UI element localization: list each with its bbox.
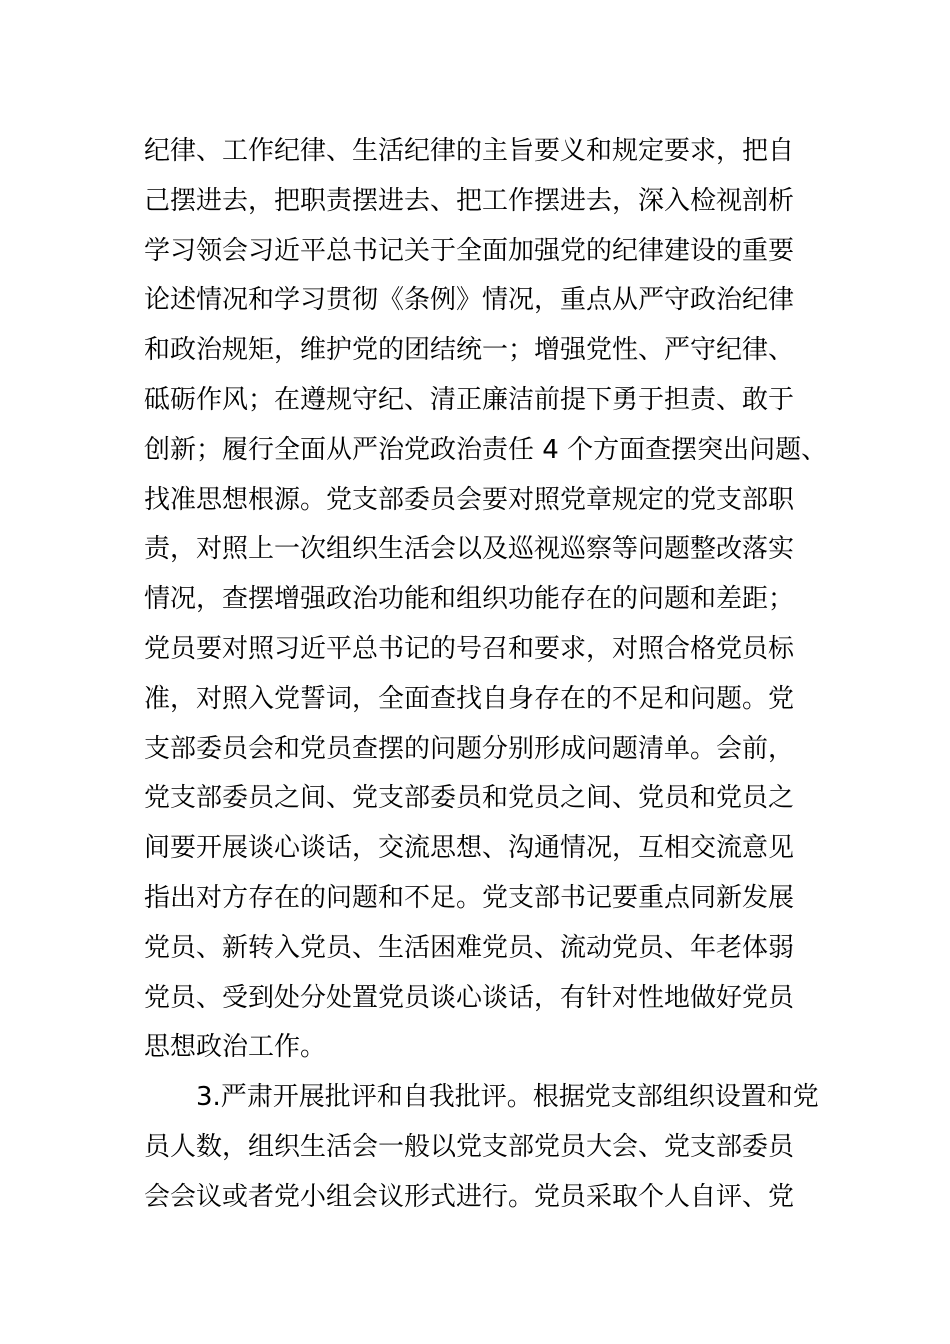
text-line: 纪律、工作纪律、生活纪律的主旨要义和规定要求，把自 — [144, 136, 795, 166]
text-line: 准，对照入党誓词，全面查找自身存在的不足和问题。党 — [144, 683, 795, 714]
text-line: 党员、新转入党员、生活困难党员、流动党员、年老体弱 — [144, 932, 795, 963]
text-line: 员人数，组织生活会一般以党支部党员大会、党支部委员 — [144, 1131, 795, 1162]
text-line: 3.严肃开展批评和自我批评。根据党支部组织设置和党 — [196, 1082, 819, 1113]
text-line: 论述情况和学习贯彻《条例》情况，重点从严守政治纪律 — [144, 285, 795, 316]
text-line: 会会议或者党小组会议形式进行。党员采取个人自评、党 — [144, 1181, 795, 1212]
text-line: 责，对照上一次组织生活会以及巡视巡察等问题整改落实 — [144, 534, 795, 565]
paragraph-2 — [144, 1073, 864, 1222]
text-line: 己摆进去，把职责摆进去、把工作摆进去，深入检视剖析 — [144, 185, 795, 216]
text-line: 思想政治工作。 — [144, 1032, 327, 1063]
text-line: 砥砺作风；在遵规守纪、清正廉洁前提下勇于担责、敢于 — [144, 384, 795, 415]
text-line: 创新；履行全面从严治党政治责任 4 个方面查摆突出问题、 — [144, 434, 828, 465]
paragraph-1 — [144, 127, 864, 1073]
text-line: 情况，查摆增强政治功能和组织功能存在的问题和差距； — [144, 584, 795, 615]
text-line: 党员要对照习近平总书记的号召和要求，对照合格党员标 — [144, 633, 795, 664]
text-line: 学习领会习近平总书记关于全面加强党的纪律建设的重要 — [144, 235, 795, 266]
text-line: 指出对方存在的问题和不足。党支部书记要重点同新发展 — [144, 882, 795, 913]
text-line: 和政治规矩，维护党的团结统一；增强党性、严守纪律、 — [144, 335, 795, 366]
text-line: 党员、受到处分处置党员谈心谈话，有针对性地做好党员 — [144, 982, 795, 1013]
text-line: 间要开展谈心谈话，交流思想、沟通情况，互相交流意见 — [144, 833, 795, 864]
text-line: 支部委员会和党员查摆的问题分别形成问题清单。会前， — [144, 733, 795, 764]
document-body — [144, 127, 864, 1223]
text-line: 找准思想根源。党支部委员会要对照党章规定的党支部职 — [144, 484, 795, 515]
text-line: 党支部委员之间、党支部委员和党员之间、党员和党员之 — [144, 783, 795, 814]
